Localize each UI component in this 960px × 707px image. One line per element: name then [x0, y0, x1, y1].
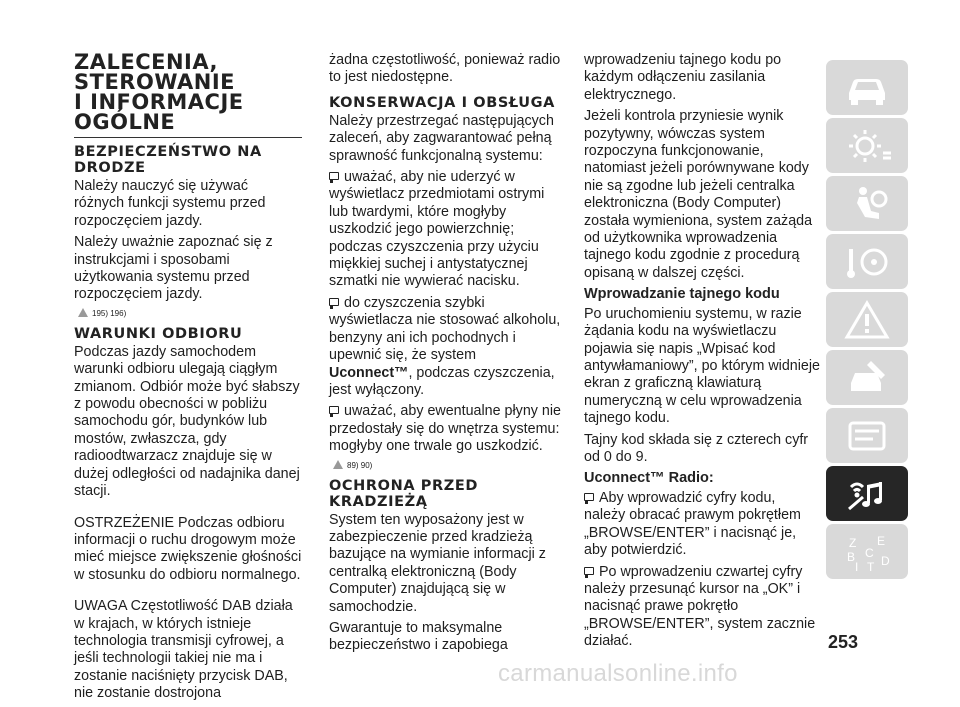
warning-icon — [78, 308, 88, 317]
reception-note: UWAGA Częstotliwość DAB działa w krajach, w których istnieje technologia transmisji cyfrowej, a jeśli technologii takiej nie ma i zostanie naciśnięty przycisk DAB, nie zostanie dostrojona — [74, 598, 293, 702]
airbag-seat-icon — [841, 183, 893, 225]
brand-name: Uconnect™ — [329, 364, 409, 381]
verification-paragraph: Jeżeli kontrola przyniesie wynik pozytywny, wówczas system rozpoczyna funkcjonowanie, natomiast jeżeli porównywane kody nie są zgodne lub jeżeli centralka elektroniczna (Body Computer) została wymieniona, system zażąda od użytkownika wprowadzenia tajnego kodu zgodnie z procedurą opisaną w dalszej części. — [584, 108, 813, 281]
maintenance-bullet-3 — [329, 403, 561, 455]
chapter-title-line-3: I INFORMACJE — [74, 90, 244, 114]
maintenance-bullet-3-text: uważać, aby ewentualne płyny nie przedostały się do wnętrza systemu: mogłyby one trwale go uszkodzić. — [329, 403, 561, 455]
safety-references — [78, 308, 302, 320]
reception-paragraph-1: Podczas jazdy samochodem warunki odbioru ulegają ciągłym zmianom. Odbiór może być słabszy z powodu obecności w pobliżu samochodu gór, budynków lub mostów, zwłaszcza, gdy radioodtwarzacz znajduje się w dużej odległości od nadajnika danej stacji. — [74, 343, 300, 500]
maintenance-intro: Należy przestrzegać następujących zaleceń, aby zagwarantować pełną sprawność funkcjonalną systemu: — [329, 112, 554, 164]
index-letter: C — [865, 545, 874, 560]
anti-theft-paragraph-1: System ten wyposażony jest w zabezpieczenie przed kradzieżą bazujące na wymianie informacji z centralką elektroniczną (Body Computer) znajdującą się w samochodzie. — [329, 511, 546, 615]
chapter-title-line-2: STEROWANIE — [74, 70, 236, 94]
maintenance-references — [333, 460, 561, 472]
tab-car[interactable] — [826, 60, 908, 115]
anti-theft-paragraph-2: Gwarantuje to maksymalne bezpieczeństwo i zapobiega — [329, 619, 508, 654]
index-letter: Z — [849, 535, 857, 550]
tab-dashboard[interactable] — [826, 118, 908, 173]
continued-paragraph: żadna częstotliwość, ponieważ radio to jest niedostępne. — [329, 52, 561, 86]
chapter-title-line-1: ZALECENIA, — [74, 50, 218, 74]
radio-bullet-1-text: Aby wprowadzić cyfry kodu, należy obracać prawym pokrętłem „BROWSE/ENTER” i nacisnąć je, aby potwierdzić. — [584, 489, 801, 559]
maintenance-refs-text: 89) 90) — [347, 460, 373, 470]
chapter-title — [74, 52, 302, 132]
key-steering-wheel-icon — [841, 241, 893, 283]
index-letters-icon — [841, 531, 893, 573]
maintenance-bullet-1 — [329, 169, 561, 291]
tab-starting[interactable] — [826, 234, 908, 289]
tab-multimedia[interactable] — [826, 466, 908, 521]
bullet-icon — [329, 406, 339, 414]
anti-theft-heading: OCHRONA PRZED KRADZIEŻĄ — [329, 477, 479, 510]
dashboard-lights-icon — [841, 125, 893, 167]
maintenance-bullet-2-tail: , podczas czyszczenia, jest wyłączony. — [329, 364, 555, 398]
page-number: 253 — [828, 632, 859, 652]
tab-maintenance[interactable] — [826, 350, 908, 405]
chapter-tabs — [826, 60, 908, 582]
maintenance-bullet-2 — [329, 295, 561, 399]
bullet-icon — [329, 172, 339, 180]
reception-heading: WARUNKI ODBIORU — [74, 325, 243, 342]
wrench-car-icon — [841, 357, 893, 399]
chapter-title-line-4: OGÓLNE — [74, 110, 176, 134]
radio-heading: Uconnect™ Radio: — [584, 470, 714, 487]
warning-triangle-icon — [841, 299, 893, 341]
radio-bullet-2 — [584, 564, 820, 651]
bullet-icon — [584, 567, 594, 575]
index-letter: I — [855, 559, 859, 573]
maintenance-bullet-2-text: do czyszczenia szybki wyświetlacza nie stosować alkoholu, benzyny ani ich pochodnych i upewnić się, że system — [329, 294, 561, 364]
code-entry-paragraph-1: Po uruchomieniu systemu, w razie żądania kodu na wyświetlaczu pojawia się napis „Wpisać kod antywłamaniowy”, po którym widnieje ekran z graficzną klawiaturą numeryczną w celu wprowadzenia tajnego kodu. — [584, 305, 820, 427]
title-divider — [74, 137, 302, 138]
column-3 — [584, 52, 820, 655]
index-letter: E — [877, 533, 886, 548]
continued-paragraph-3: wprowadzeniu tajnego kodu po każdym odłączeniu zasilania elektrycznego. — [584, 52, 782, 103]
maintenance-heading: KONSERWACJA I OBSŁUGA — [329, 94, 555, 111]
multimedia-icon — [841, 473, 893, 515]
maintenance-bullet-1-text: uważać, aby nie uderzyć w wyświetlacz przedmiotami ostrymi lub twardymi, które mogłyby uszkodzić jego powierzchnię; podczas czyszczenia przy użyciu miękkiej suchej i antystatycznej szmatki nie wywierać nacisku. — [329, 169, 545, 290]
bullet-icon — [584, 493, 594, 501]
car-icon — [841, 67, 893, 109]
tab-safety[interactable] — [826, 176, 908, 231]
watermark: carmanualsonline.info — [498, 660, 738, 687]
tab-index[interactable] — [826, 524, 908, 579]
safety-paragraph-1: Należy nauczyć się używać różnych funkcji systemu przed rozpoczęciem jazdy. — [74, 178, 266, 229]
bullet-icon — [329, 298, 339, 306]
tab-technical-data[interactable] — [826, 408, 908, 463]
tab-emergency[interactable] — [826, 292, 908, 347]
tech-data-icon — [841, 415, 893, 457]
column-1 — [74, 52, 302, 707]
radio-bullet-1 — [584, 490, 820, 560]
warning-icon — [333, 460, 343, 469]
radio-bullet-2-text: Po wprowadzeniu czwartej cyfry należy przesunąć kursor na „OK” i nacisnąć prawe pokrętło „BROWSE/ENTER”, system zacznie działać. — [584, 563, 816, 650]
reception-warning: OSTRZEŻENIE Podczas odbioru informacji o ruchu drogowym może mieć miejsce zwiększenie głośności w stosunku do odbioru normalnego. — [74, 514, 302, 583]
index-letter: D — [881, 553, 890, 568]
code-entry-paragraph-2: Tajny kod składa się z czterech cyfr od 0 do 9. — [584, 431, 809, 466]
safety-refs-text: 195) 196) — [92, 308, 127, 318]
index-letter: T — [867, 559, 875, 573]
column-2 — [329, 52, 561, 659]
safety-paragraph-2: Należy uważnie zapoznać się z instrukcjami i sposobami użytkowania systemu przed rozpoczęciem jazdy. — [74, 234, 273, 303]
code-entry-heading: Wprowadzanie tajnego kodu — [584, 286, 780, 303]
safety-heading: BEZPIECZEŃSTWO NA DRODZE — [74, 144, 262, 176]
index-letter: B — [847, 549, 856, 564]
